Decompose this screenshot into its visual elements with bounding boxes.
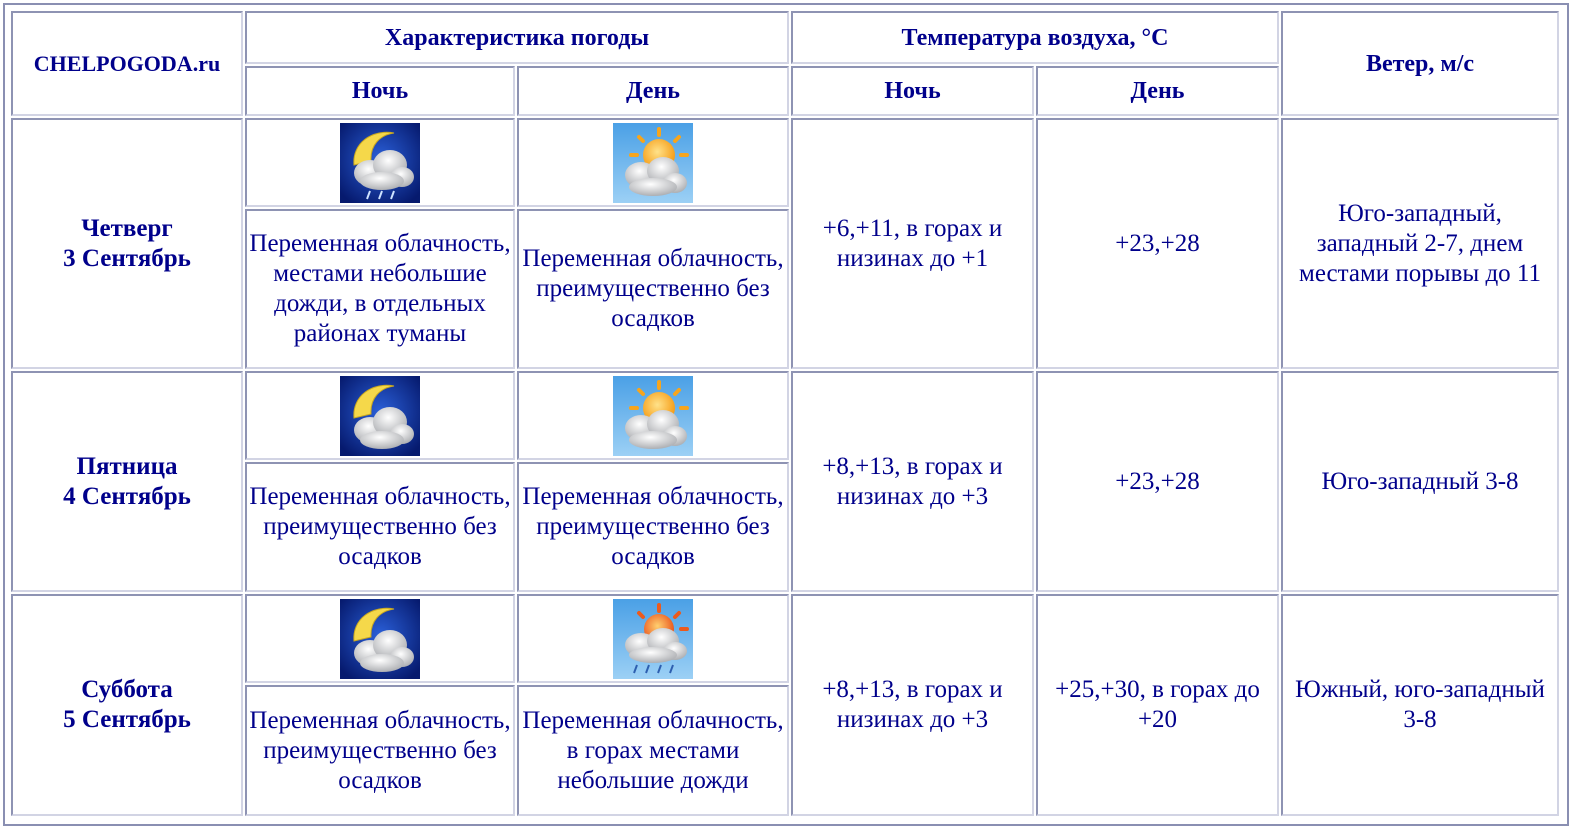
temp-day: +23,+28 [1036,118,1279,369]
temp-night: +6,+11, в горах и низинах до +1 [791,118,1034,369]
header-temp-day: День [1036,66,1279,116]
site-name: CHELPOGODA.ru [11,11,243,116]
moon-cloud-icon [340,376,420,456]
header-air-temperature: Температура воздуха, °С [791,11,1279,64]
day-icon-cell [517,118,789,207]
sun-cloud-rain-icon [613,599,693,679]
night-icon-cell [245,594,515,683]
row-date: Пятница 4 Сентябрь [11,371,243,592]
header-wind: Ветер, м/с [1281,11,1559,116]
temp-night: +8,+13, в горах и низинах до +3 [791,594,1034,816]
night-icon-cell [245,371,515,460]
day-icon-cell [517,594,789,683]
day-description: Переменная облачность, преимущественно без осадков [517,462,789,592]
day-icon-cell [517,371,789,460]
row-date: Четверг 3 Сентябрь [11,118,243,369]
weather-table [3,3,1569,826]
sun-cloud-icon [613,376,693,456]
temp-night: +8,+13, в горах и низинах до +3 [791,371,1034,592]
sun-cloud-icon [613,123,693,203]
header-weather-day: День [517,66,789,116]
temp-day: +23,+28 [1036,371,1279,592]
moon-cloud-icon [340,599,420,679]
moon-cloud-rain-icon [340,123,420,203]
night-description: Переменная облачность, преимущественно без осадков [245,685,515,816]
wind: Южный, юго-западный 3-8 [1281,594,1559,816]
wind: Юго-западный, западный 2-7, днем местами порывы до 11 [1281,118,1559,369]
night-description: Переменная облачность, преимущественно без осадков [245,462,515,592]
day-description: Переменная облачность, в горах местами небольшие дожди [517,685,789,816]
night-icon-cell [245,118,515,207]
header-weather-night: Ночь [245,66,515,116]
wind: Юго-западный 3-8 [1281,371,1559,592]
night-description: Переменная облачность, местами небольшие дожди, в отдельных районах туманы [245,209,515,369]
day-description: Переменная облачность, преимущественно без осадков [517,209,789,369]
temp-day: +25,+30, в горах до +20 [1036,594,1279,816]
row-date: Суббота 5 Сентябрь [11,594,243,816]
header-weather-characteristics: Характеристика погоды [245,11,789,64]
header-temp-night: Ночь [791,66,1034,116]
